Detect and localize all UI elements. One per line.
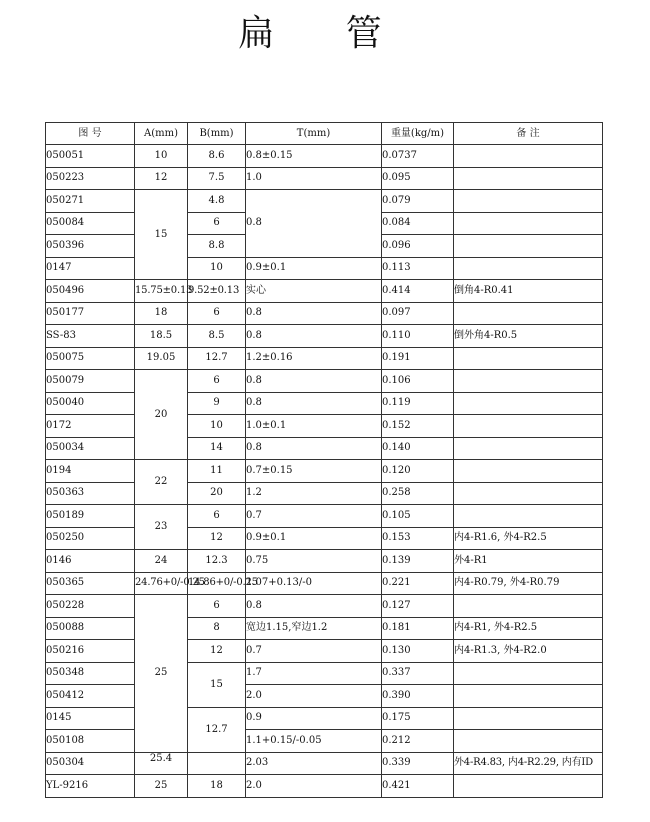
table-row — [46, 415, 603, 438]
b-cell: 6 — [188, 595, 246, 618]
note-cell: 内4-R0.79, 外4-R0.79 — [454, 572, 603, 595]
table-row — [46, 550, 603, 573]
b-cell: 12.3 — [188, 550, 246, 573]
fig-no-cell: 050412 — [46, 685, 135, 708]
b-cell: 14.86+0/-0.25 — [188, 572, 246, 595]
note-cell — [454, 370, 603, 393]
weight-cell: 0.221 — [382, 572, 454, 595]
note-cell — [454, 145, 603, 168]
a-cell: 15 — [135, 190, 188, 280]
header-fig-no: 图 号 — [46, 123, 135, 145]
fig-no-cell: 0145 — [46, 707, 135, 730]
table-row — [46, 527, 603, 550]
t-cell: 0.7±0.15 — [246, 460, 382, 483]
b-cell: 9 — [188, 392, 246, 415]
t-cell: 0.8 — [246, 437, 382, 460]
note-cell: 内4-R1, 外4-R2.5 — [454, 617, 603, 640]
note-cell — [454, 190, 603, 213]
page-title: 扁 管 — [238, 13, 412, 54]
fig-no-cell: 050177 — [46, 302, 135, 325]
header-a: A(mm) — [135, 123, 188, 145]
b-cell: 8.5 — [188, 325, 246, 348]
fig-no-cell: 0194 — [46, 460, 135, 483]
table-row — [46, 370, 603, 393]
weight-cell: 0.127 — [382, 595, 454, 618]
t-cell: 1.7 — [246, 662, 382, 685]
b-cell: 7.5 — [188, 167, 246, 190]
t-cell: 实心 — [246, 280, 382, 303]
fig-no-cell: 0172 — [46, 415, 135, 438]
weight-cell: 0.337 — [382, 662, 454, 685]
header-note: 备 注 — [454, 123, 603, 145]
a-cell: 18 — [135, 302, 188, 325]
fig-no-cell: 050271 — [46, 190, 135, 213]
t-cell: 1.0±0.1 — [246, 415, 382, 438]
table-row — [46, 617, 603, 640]
table-row — [46, 347, 603, 370]
fig-no-cell: 0146 — [46, 550, 135, 573]
t-cell: 1.2 — [246, 482, 382, 505]
table-row — [46, 572, 603, 595]
note-cell — [454, 685, 603, 708]
table-row — [46, 302, 603, 325]
table-row — [46, 482, 603, 505]
note-cell: 倒角4-R0.41 — [454, 280, 603, 303]
spec-table — [45, 122, 603, 798]
weight-cell: 0.096 — [382, 235, 454, 258]
a-cell: 24 — [135, 550, 188, 573]
table-row — [46, 752, 603, 775]
header-t: T(mm) — [246, 123, 382, 145]
a-cell: 25 — [135, 595, 188, 753]
fig-no-cell: SS-83 — [46, 325, 135, 348]
weight-cell: 0.130 — [382, 640, 454, 663]
note-cell — [454, 662, 603, 685]
b-cell: 4.8 — [188, 190, 246, 213]
table-row — [46, 167, 603, 190]
t-cell: 0.9±0.1 — [246, 527, 382, 550]
table-row — [46, 707, 603, 730]
fig-no-cell: 050075 — [46, 347, 135, 370]
b-cell: 11 — [188, 460, 246, 483]
fig-no-cell: 050108 — [46, 730, 135, 753]
b-cell: 8 — [188, 617, 246, 640]
t-cell: 1.07+0.13/-0 — [246, 572, 382, 595]
weight-cell: 0.084 — [382, 212, 454, 235]
fig-no-cell: 050250 — [46, 527, 135, 550]
note-cell — [454, 437, 603, 460]
header-weight: 重量(kg/m) — [382, 123, 454, 145]
note-cell — [454, 167, 603, 190]
note-cell: 倒外角4-R0.5 — [454, 325, 603, 348]
weight-cell: 0.105 — [382, 505, 454, 528]
note-cell: 内4-R1.6, 外4-R2.5 — [454, 527, 603, 550]
fig-no-cell: 050040 — [46, 392, 135, 415]
t-cell: 0.7 — [246, 640, 382, 663]
note-cell — [454, 775, 603, 798]
weight-cell: 0.191 — [382, 347, 454, 370]
table-row — [46, 145, 603, 168]
table-row — [46, 437, 603, 460]
fig-no-cell: 0147 — [46, 257, 135, 280]
table-row — [46, 595, 603, 618]
b-cell: 20 — [188, 482, 246, 505]
note-cell — [454, 415, 603, 438]
b-cell: 10 — [188, 257, 246, 280]
table-row — [46, 640, 603, 663]
table-row — [46, 730, 603, 753]
b-cell: 12 — [188, 640, 246, 663]
note-cell — [454, 460, 603, 483]
fig-no-cell: 050189 — [46, 505, 135, 528]
fig-no-cell: YL-9216 — [46, 775, 135, 798]
t-cell: 0.8 — [246, 392, 382, 415]
weight-cell: 0.139 — [382, 550, 454, 573]
table-row — [46, 685, 603, 708]
a-cell: 20 — [135, 370, 188, 460]
b-cell: 8.6 — [188, 145, 246, 168]
note-cell — [454, 595, 603, 618]
note-cell — [454, 505, 603, 528]
note-cell: 外4-R4.83, 内4-R2.29, 内有ID — [454, 752, 603, 775]
b-cell: 15 — [188, 662, 246, 707]
a-cell: 18.5 — [135, 325, 188, 348]
header-b: B(mm) — [188, 123, 246, 145]
weight-cell: 0.258 — [382, 482, 454, 505]
weight-cell: 0.153 — [382, 527, 454, 550]
note-cell — [454, 257, 603, 280]
weight-cell: 0.175 — [382, 707, 454, 730]
t-cell: 1.2±0.16 — [246, 347, 382, 370]
weight-cell: 0.390 — [382, 685, 454, 708]
t-cell: 0.9±0.1 — [246, 257, 382, 280]
t-cell: 宽边1.15,窄边1.2 — [246, 617, 382, 640]
weight-cell: 0.414 — [382, 280, 454, 303]
weight-cell: 0.119 — [382, 392, 454, 415]
t-cell: 2.0 — [246, 775, 382, 798]
a-cell: 23 — [135, 505, 188, 550]
b-cell: 6 — [188, 370, 246, 393]
t-cell: 0.8 — [246, 325, 382, 348]
fig-no-cell: 050051 — [46, 145, 135, 168]
weight-cell: 0.152 — [382, 415, 454, 438]
note-cell: 外4-R1 — [454, 550, 603, 573]
fig-no-cell: 050396 — [46, 235, 135, 258]
a-cell: 12 — [135, 167, 188, 190]
t-cell: 1.0 — [246, 167, 382, 190]
table-row — [46, 460, 603, 483]
table-header-row — [46, 123, 603, 145]
a-cell: 25 — [135, 775, 188, 798]
note-cell — [454, 392, 603, 415]
fig-no-cell: 050228 — [46, 595, 135, 618]
t-cell: 2.03 — [246, 752, 382, 775]
note-cell — [454, 730, 603, 753]
table-row — [46, 775, 603, 798]
weight-cell: 0.421 — [382, 775, 454, 798]
note-cell — [454, 482, 603, 505]
b-cell: 6 — [188, 212, 246, 235]
t-cell: 0.8 — [246, 302, 382, 325]
t-cell: 0.8 — [246, 595, 382, 618]
a-cell: 19.05 — [135, 347, 188, 370]
a-cell: 24.76+0/-0.25 — [135, 572, 188, 595]
weight-cell: 0.095 — [382, 167, 454, 190]
fig-no-cell: 050216 — [46, 640, 135, 663]
fig-no-cell: 050496 — [46, 280, 135, 303]
t-cell: 0.8 — [246, 370, 382, 393]
b-cell: 9.52±0.13 — [188, 280, 246, 303]
a-cell: 22 — [135, 460, 188, 505]
table-row — [46, 325, 603, 348]
table-row — [46, 190, 603, 213]
b-cell: 8.8 — [188, 235, 246, 258]
t-cell: 0.75 — [246, 550, 382, 573]
weight-cell: 0.110 — [382, 325, 454, 348]
b-cell: 12.7 — [188, 347, 246, 370]
weight-cell: 0.079 — [382, 190, 454, 213]
t-cell: 0.8 — [246, 190, 382, 258]
b-cell: 12.7 — [188, 707, 246, 752]
table-row — [46, 505, 603, 528]
fig-no-cell: 050363 — [46, 482, 135, 505]
note-cell — [454, 235, 603, 258]
table-row — [46, 280, 603, 303]
b-cell: 6 — [188, 505, 246, 528]
b-cell: 14 — [188, 437, 246, 460]
b-cell: 12 — [188, 527, 246, 550]
b-cell: 10 — [188, 415, 246, 438]
a-cell: 15.75±0.13 — [135, 280, 188, 303]
table-row — [46, 392, 603, 415]
weight-cell: 0.0737 — [382, 145, 454, 168]
fig-no-cell: 050304 — [46, 752, 135, 775]
note-cell — [454, 707, 603, 730]
weight-cell: 0.181 — [382, 617, 454, 640]
b-cell — [188, 752, 246, 775]
weight-cell: 0.212 — [382, 730, 454, 753]
t-cell: 2.0 — [246, 685, 382, 708]
table-row — [46, 662, 603, 685]
fig-no-cell: 050079 — [46, 370, 135, 393]
fig-no-cell: 050223 — [46, 167, 135, 190]
b-cell: 18 — [188, 775, 246, 798]
t-cell: 0.9 — [246, 707, 382, 730]
fig-no-cell: 050365 — [46, 572, 135, 595]
note-cell — [454, 302, 603, 325]
weight-cell: 0.339 — [382, 752, 454, 775]
a-cell: 25.4 — [135, 752, 188, 775]
t-cell: 0.8±0.15 — [246, 145, 382, 168]
weight-cell: 0.113 — [382, 257, 454, 280]
weight-cell: 0.140 — [382, 437, 454, 460]
table-row — [46, 257, 603, 280]
weight-cell: 0.097 — [382, 302, 454, 325]
b-cell: 6 — [188, 302, 246, 325]
a-cell: 10 — [135, 145, 188, 168]
weight-cell: 0.120 — [382, 460, 454, 483]
weight-cell: 0.106 — [382, 370, 454, 393]
note-cell — [454, 212, 603, 235]
fig-no-cell: 050348 — [46, 662, 135, 685]
fig-no-cell: 050088 — [46, 617, 135, 640]
t-cell: 0.7 — [246, 505, 382, 528]
note-cell: 内4-R1.3, 外4-R2.0 — [454, 640, 603, 663]
note-cell — [454, 347, 603, 370]
fig-no-cell: 050084 — [46, 212, 135, 235]
t-cell: 1.1+0.15/-0.05 — [246, 730, 382, 753]
fig-no-cell: 050034 — [46, 437, 135, 460]
